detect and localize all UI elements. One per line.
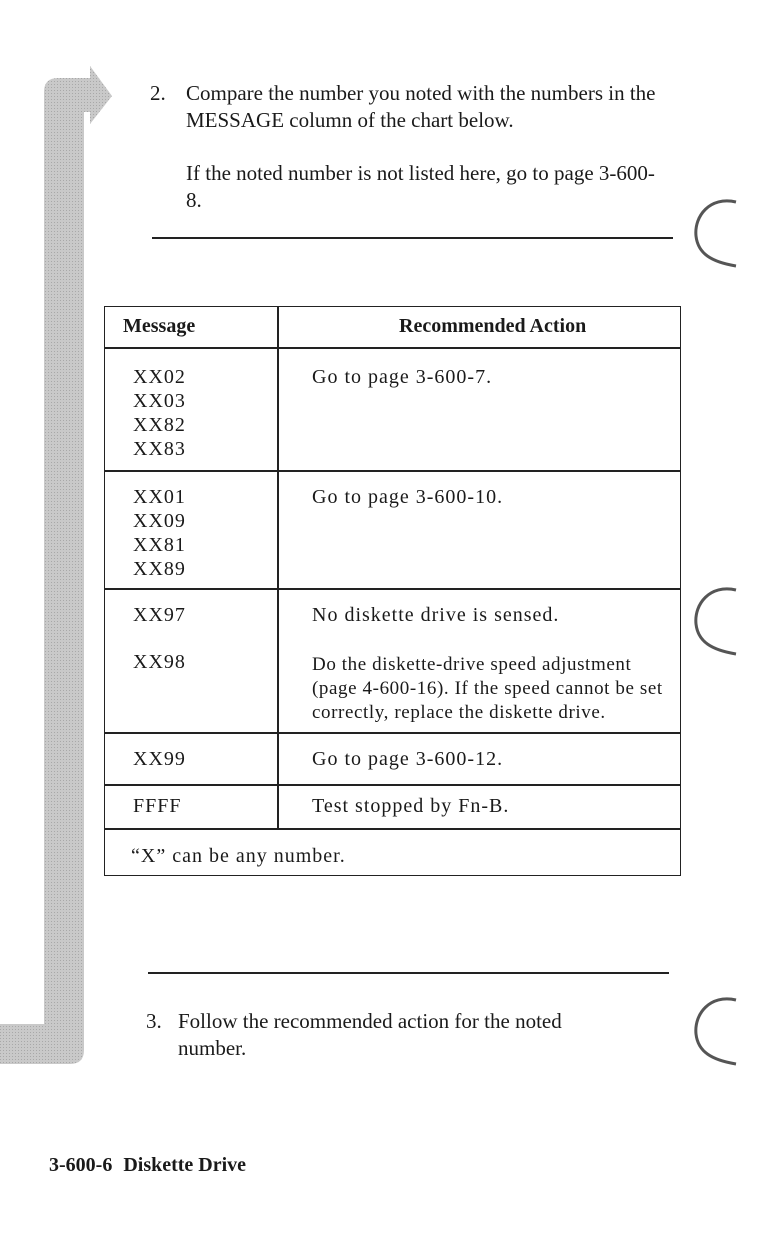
message-code: XX03 — [133, 390, 186, 412]
row-divider — [105, 732, 680, 734]
message-code: XX89 — [133, 558, 186, 580]
divider — [152, 237, 673, 239]
message-table — [104, 306, 681, 876]
message-code: FFFF — [133, 795, 182, 817]
action-cell: No diskette drive is sensed. — [312, 604, 560, 626]
message-code: XX97 — [133, 604, 186, 626]
message-code: XX98 — [133, 651, 186, 673]
step-text: Follow the recommended action for the noted number. — [178, 1009, 562, 1060]
action-cell: Go to page 3-600-10. — [312, 486, 504, 508]
message-cell — [133, 485, 186, 581]
message-cell — [133, 603, 186, 627]
action-cell: Do the diskette-drive speed adjustment (page 4-600-16). If the speed cannot be set correctly, replace the diskette drive. — [312, 654, 663, 723]
column-divider — [277, 307, 279, 828]
step-text: Compare the number you noted with the numbers in the MESSAGE column of the chart below. — [186, 81, 656, 132]
table-note: “X” can be any number. — [131, 845, 346, 867]
binder-tab-icon — [690, 196, 738, 268]
message-cell — [133, 747, 186, 771]
message-cell — [133, 650, 186, 674]
message-code: XX99 — [133, 748, 186, 770]
message-code: XX09 — [133, 510, 186, 532]
message-code: XX82 — [133, 414, 186, 436]
page-reference: 3-600-6 — [49, 1154, 113, 1176]
message-code: XX81 — [133, 534, 186, 556]
message-code: XX01 — [133, 486, 186, 508]
page-footer — [49, 1154, 246, 1177]
row-divider — [105, 470, 680, 472]
row-divider — [105, 347, 680, 349]
action-cell: Go to page 3-600-12. — [312, 748, 504, 770]
message-cell — [133, 365, 186, 461]
message-cell — [133, 794, 182, 818]
column-header-message: Message — [123, 315, 196, 337]
action-cell: Test stopped by Fn-B. — [312, 795, 510, 817]
message-code: XX83 — [133, 438, 186, 460]
column-header-action: Recommended Action — [399, 315, 587, 337]
step-text: If the noted number is not listed here, go to page 3-600-8. — [186, 161, 655, 212]
section-title: Diskette Drive — [123, 1154, 247, 1176]
binder-tab-icon — [690, 584, 738, 656]
step-number: 2. — [150, 81, 166, 105]
divider — [148, 972, 669, 974]
binder-tab-icon — [690, 994, 738, 1066]
row-divider — [105, 784, 680, 786]
row-divider — [105, 588, 680, 590]
step-number: 3. — [146, 1009, 162, 1033]
action-cell: Go to page 3-600-7. — [312, 366, 493, 388]
row-divider — [105, 828, 680, 830]
message-code: XX02 — [133, 366, 186, 388]
